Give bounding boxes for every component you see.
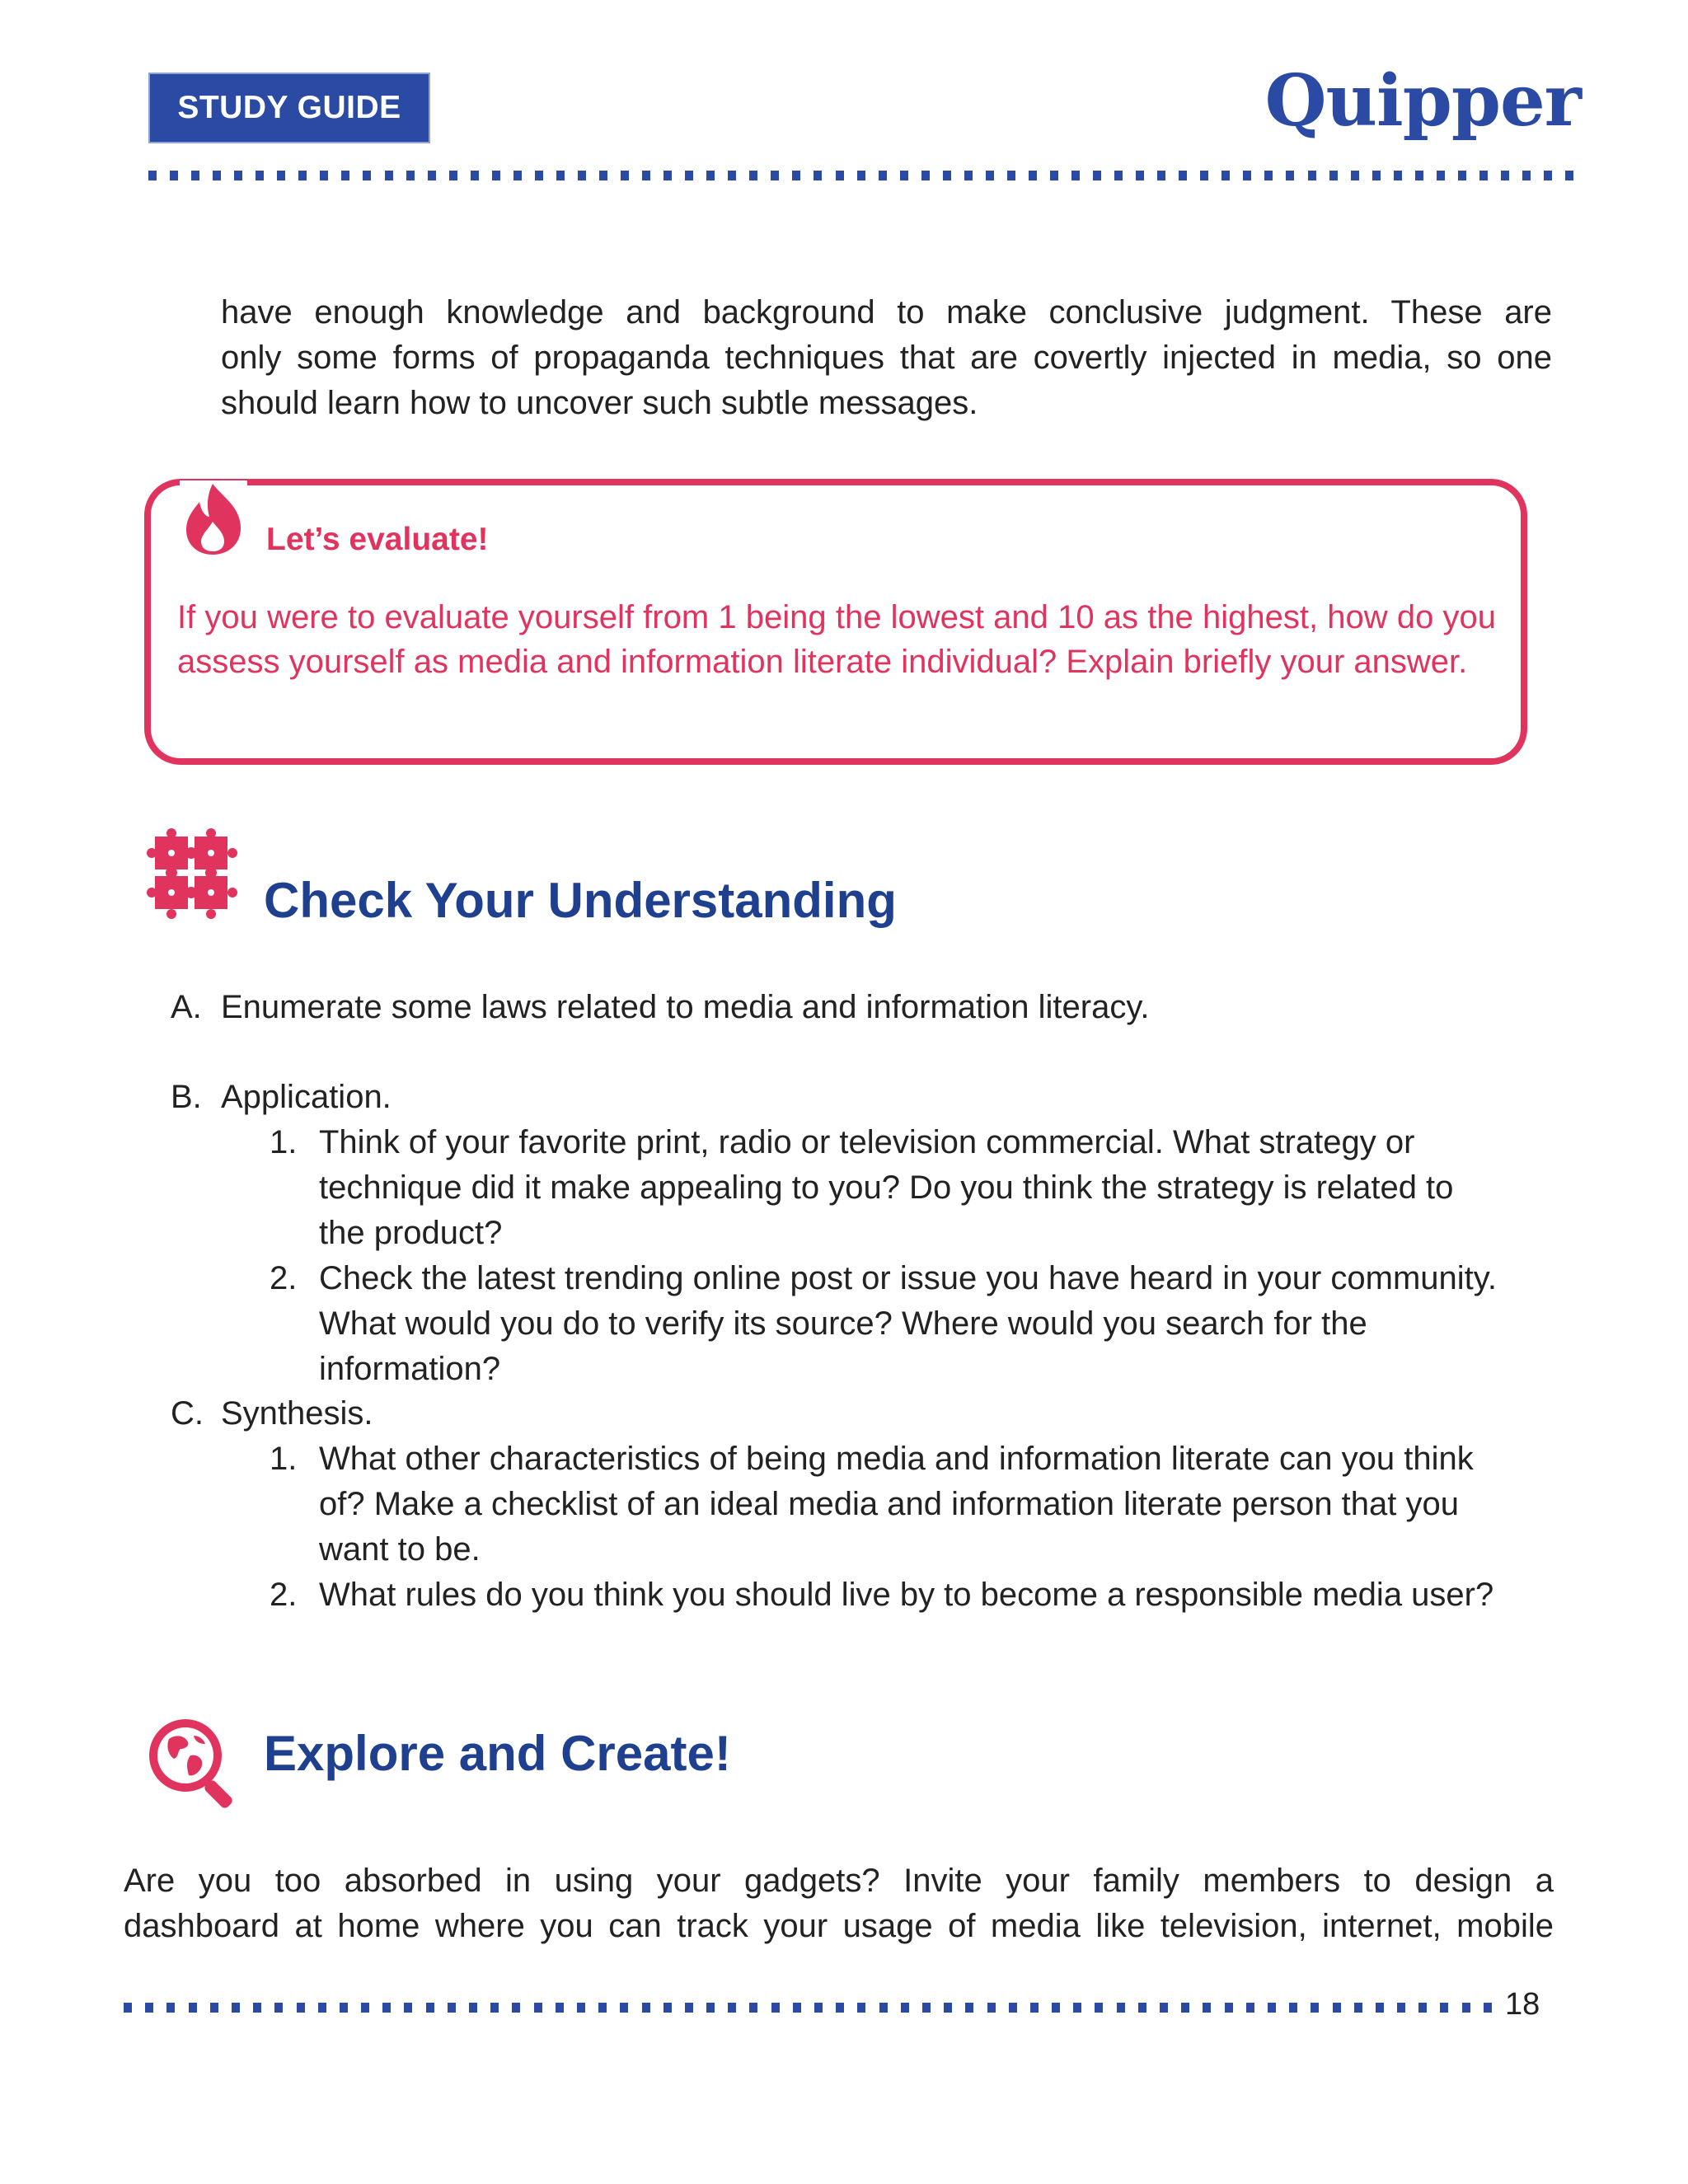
page-number: 18 [1505, 1987, 1540, 2022]
divider-dot [426, 2003, 434, 2013]
divider-dot [448, 2003, 456, 2013]
divider-dot [793, 2003, 801, 2013]
list-item [319, 1256, 1572, 1392]
divider-dot [341, 171, 349, 180]
divider-dot [642, 2003, 650, 2013]
divider-dot [879, 171, 887, 180]
divider-dot [1437, 171, 1445, 180]
divider-dot [1007, 171, 1015, 180]
divider-dot [857, 171, 865, 180]
divider-dot [1114, 171, 1123, 180]
divider-dot [189, 2003, 197, 2013]
explore-line: Are you too absorbed in using your gadgets? Invite your family members to design a [124, 1863, 1554, 1899]
divider-dot [1029, 171, 1037, 180]
divider-dot [749, 171, 757, 180]
list-item-line: Check the latest trending online post or issue you have heard in your community. [319, 1260, 1497, 1296]
divider-dot [814, 2003, 823, 2013]
divider-dot [1544, 171, 1552, 180]
divider-dot [1200, 171, 1208, 180]
divider-dot [1522, 171, 1531, 180]
divider-dot [1308, 171, 1316, 180]
intro-line: only some forms of propaganda techniques that are covertly injected in media, so one [221, 340, 1552, 376]
divider-dot [556, 2003, 564, 2013]
divider-dot [1160, 2003, 1168, 2013]
divider-dot [428, 171, 436, 180]
list-number: 2. [270, 1260, 298, 1296]
divider-dot [1397, 2003, 1405, 2013]
divider-dot [943, 171, 951, 180]
explore-line: dashboard at home where you can track your usage of media like television, internet, mobile [124, 1908, 1554, 1944]
list-item-line: What would you do to verify its source? Where would you search for the [319, 1305, 1367, 1342]
divider-dot [1157, 171, 1165, 180]
divider-dot [1095, 2003, 1103, 2013]
divider-dot [642, 171, 650, 180]
list-item-line: What rules do you think you should live by to become a responsible media user? [319, 1577, 1494, 1613]
divider-dot [901, 2003, 909, 2013]
divider-dot [1243, 171, 1251, 180]
divider-dot [944, 2003, 952, 2013]
list-marker-c: C. [171, 1395, 204, 1432]
divider-dot [124, 2003, 132, 2013]
divider-dot [1246, 2003, 1254, 2013]
list-item-line: technique did it make appealing to you? Do you think the strategy is related to [319, 1169, 1454, 1206]
divider-dot [771, 2003, 780, 2013]
divider-dot [1484, 2003, 1492, 2013]
divider-dot [621, 171, 629, 180]
globe-search-icon [144, 1714, 243, 1813]
list-number: 2. [270, 1577, 298, 1613]
divider-dot [1354, 2003, 1362, 2013]
divider-dot [1093, 171, 1101, 180]
divider-dot [1138, 2003, 1146, 2013]
divider-dot [836, 171, 844, 180]
divider-dot [363, 171, 371, 180]
divider-dot [213, 171, 221, 180]
intro-line: have enough knowledge and background to make conclusive judgment. These are [221, 294, 1552, 330]
flame-icon [180, 480, 247, 556]
quipper-logo: Quipper [1264, 59, 1581, 143]
divider-dot [706, 171, 715, 180]
divider-dot [1264, 171, 1273, 180]
divider-dot [232, 2003, 240, 2013]
list-item [319, 1120, 1572, 1256]
divider-dot [749, 2003, 757, 2013]
header-dotted-divider [148, 171, 1574, 182]
divider-dot [513, 171, 522, 180]
divider-dot [340, 2003, 348, 2013]
divider-dot [599, 171, 607, 180]
check-understanding-heading: Check Your Understanding [264, 873, 897, 928]
divider-dot [598, 2003, 607, 2013]
list-marker-a: A. [171, 989, 202, 1025]
divider-dot [1073, 2003, 1081, 2013]
divider-dot [406, 171, 415, 180]
intro-paragraph [221, 290, 1552, 426]
evaluate-title: Let’s evaluate! [266, 522, 489, 557]
explore-paragraph [124, 1858, 1554, 1949]
divider-dot [964, 171, 973, 180]
divider-dot [382, 2003, 391, 2013]
divider-dot [728, 2003, 736, 2013]
divider-dot [1050, 171, 1058, 180]
divider-dot [900, 171, 908, 180]
divider-dot [965, 2003, 973, 2013]
divider-dot [685, 171, 693, 180]
list-item-line: information? [319, 1351, 501, 1387]
divider-dot [234, 171, 242, 180]
divider-dot [298, 171, 307, 180]
divider-dot [836, 2003, 844, 2013]
divider-dot [1479, 171, 1488, 180]
divider-dot [535, 171, 543, 180]
divider-dot [986, 171, 994, 180]
list-number: 1. [270, 1441, 298, 1477]
divider-dot [297, 2003, 305, 2013]
divider-dot [921, 171, 930, 180]
divider-dot [145, 2003, 153, 2013]
divider-dot [256, 171, 264, 180]
divider-dot [663, 2003, 672, 2013]
item-a-text: Enumerate some laws related to media and information literacy. [221, 989, 1150, 1025]
check-understanding-list [0, 985, 1688, 1644]
divider-dot [385, 171, 393, 180]
divider-dot [449, 171, 457, 180]
divider-dot [210, 2003, 218, 2013]
divider-dot [1458, 171, 1466, 180]
divider-dot [170, 171, 178, 180]
divider-dot [1440, 2003, 1448, 2013]
divider-dot [663, 171, 672, 180]
divider-dot [556, 171, 565, 180]
divider-dot [922, 2003, 931, 2013]
divider-dot [361, 2003, 369, 2013]
divider-dot [1071, 171, 1080, 180]
list-item [319, 1436, 1572, 1572]
list-item-line: want to be. [319, 1531, 481, 1568]
divider-dot [277, 171, 285, 180]
divider-dot [1418, 2003, 1427, 2013]
divider-dot [1333, 2003, 1341, 2013]
divider-dot [1372, 171, 1381, 180]
divider-dot [1052, 2003, 1060, 2013]
divider-dot [1415, 171, 1423, 180]
list-number: 1. [270, 1124, 298, 1160]
divider-dot [1311, 2003, 1319, 2013]
intro-line: should learn how to uncover such subtle messages. [221, 385, 978, 421]
divider-dot [471, 171, 479, 180]
divider-dot [318, 2003, 326, 2013]
divider-dot [534, 2003, 542, 2013]
item-c-text: Synthesis. [221, 1395, 373, 1432]
divider-dot [1376, 2003, 1384, 2013]
divider-dot [490, 2003, 499, 2013]
divider-dot [1462, 2003, 1470, 2013]
divider-dot [1136, 171, 1144, 180]
explore-create-heading: Explore and Create! [264, 1726, 731, 1781]
divider-dot [1565, 171, 1573, 180]
divider-dot [1501, 171, 1509, 180]
divider-dot [814, 171, 822, 180]
divider-dot [320, 171, 328, 180]
divider-dot [792, 171, 800, 180]
divider-dot [1179, 171, 1187, 180]
list-item-line: What other characteristics of being media and information literate can you think [319, 1441, 1474, 1477]
divider-dot [771, 171, 779, 180]
divider-dot [1117, 2003, 1125, 2013]
list-item-line: the product? [319, 1215, 503, 1251]
divider-dot [578, 171, 586, 180]
divider-dot [274, 2003, 283, 2013]
divider-dot [620, 2003, 628, 2013]
divider-dot [469, 2003, 477, 2013]
divider-dot [706, 2003, 715, 2013]
divider-dot [857, 2003, 865, 2013]
list-item-line: Think of your favorite print, radio or television commercial. What strategy or [319, 1124, 1415, 1160]
divider-dot [1268, 2003, 1276, 2013]
study-guide-badge: STUDY GUIDE [148, 73, 430, 143]
divider-dot [1221, 171, 1230, 180]
divider-dot [1329, 171, 1338, 180]
divider-dot [1351, 171, 1359, 180]
list-item [319, 1572, 1572, 1618]
divider-dot [1286, 171, 1294, 180]
divider-dot [987, 2003, 996, 2013]
divider-dot [512, 2003, 520, 2013]
divider-dot [191, 171, 199, 180]
divider-dot [404, 2003, 412, 2013]
list-item-line: of? Make a checklist of an ideal media and information literate person that you [319, 1486, 1460, 1522]
evaluate-question: If you were to evaluate yourself from 1 being the lowest and 10 as the highest, how do you assess yourself as media and information literate individual? Explain briefly your answer. [177, 599, 1496, 680]
divider-dot [685, 2003, 693, 2013]
divider-dot [577, 2003, 585, 2013]
divider-dot [492, 171, 500, 180]
divider-dot [166, 2003, 175, 2013]
puzzle-icon [147, 828, 239, 921]
divider-dot [1394, 171, 1402, 180]
item-b-text: Application. [221, 1079, 392, 1115]
footer-dotted-divider [124, 2003, 1492, 2014]
divider-dot [1289, 2003, 1297, 2013]
divider-dot [1225, 2003, 1233, 2013]
divider-dot [148, 171, 157, 180]
divider-dot [728, 171, 736, 180]
divider-dot [1030, 2003, 1039, 2013]
divider-dot [879, 2003, 888, 2013]
divider-dot [1009, 2003, 1017, 2013]
list-marker-b: B. [171, 1079, 202, 1115]
divider-dot [1181, 2003, 1189, 2013]
divider-dot [1203, 2003, 1211, 2013]
divider-dot [253, 2003, 261, 2013]
